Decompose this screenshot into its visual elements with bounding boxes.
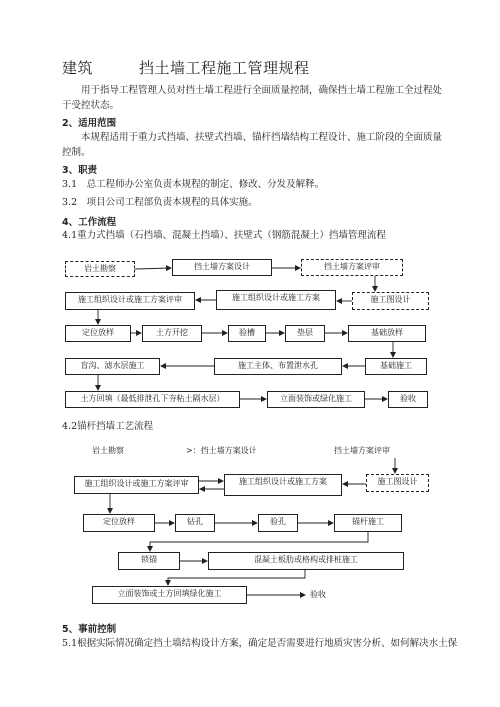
title-left: 建筑	[62, 59, 94, 77]
flow1-drain-box: 盲沟、滤水层施工	[65, 358, 160, 375]
flow2-slab-box: 混凝土板肋或格构或排桩施工	[208, 552, 404, 570]
flow1-cushion-box: 垫层	[285, 325, 325, 342]
flow2-setout-box: 定位放样	[83, 514, 155, 532]
flow1-setout-box: 定位放样	[65, 325, 131, 342]
flow1-org-review-box: 施工组织设计或施工方案评审	[65, 292, 195, 310]
section-3-heading: 3、职责	[62, 165, 98, 176]
flow1-excavate-box: 土方开挖	[142, 325, 202, 342]
flow1-arrow-survey-design	[135, 268, 171, 269]
flow2-arrow-anchor-lock	[150, 532, 368, 551]
flow1-drawing-box: 施工图设计	[352, 292, 429, 310]
flow1-body-box: 施工主体、布置泄水孔	[214, 358, 342, 375]
flow1-design-box: 挡土墙方案设计	[172, 259, 272, 276]
section-5-body: 5.1根据实际情况确定挡土墙结构设计方案，确定是否需要进行地质灾害分析、如何解决水土保	[62, 638, 458, 649]
section-2-heading: 2、适用范围	[62, 118, 117, 129]
section-3-item-2: 3.2 项目公司工程部负责本规程的具体实施。	[62, 197, 258, 208]
flow2-org-plan-box: 施工组织设计或施工方案	[224, 474, 342, 496]
flow2-facade-box: 立面装饰或土方回填绿化施工	[92, 586, 247, 604]
section-2-body: 本规程适用于重力式挡墙、扶壁式挡墙、锚杆挡墙结构工程设计、施工阶段的全面质量控制。	[62, 132, 443, 158]
flow1-org-plan-box: 施工组织设计或施工方案	[216, 290, 336, 310]
flow1-foundation-box: 基础施工	[365, 358, 427, 375]
flow1-accept-box: 验收	[388, 391, 428, 408]
flow2-survey-label: 岩土勘察	[92, 446, 124, 455]
flow1-survey-box: 岩土勘察	[65, 261, 135, 277]
flow1-facade-box: 立面装饰或绿化施工	[267, 391, 365, 408]
flow2-lock-box: 锁锚	[118, 552, 180, 570]
flow1-trench-box: 验槽	[228, 325, 266, 342]
flow1-review-box: 挡土墙方案评审	[301, 259, 403, 276]
flow1-backfill-box: 土方回填（最低排泄孔下夯粘土隔水层）	[65, 391, 240, 408]
flow2-drawing-box: 施工图设计	[366, 474, 429, 492]
section-4-heading: 4、工作流程	[62, 217, 117, 228]
section-3-item-1: 3.1 总工程师办公室负责本规程的制定、修改、分发及解释。	[62, 179, 325, 190]
flow2-review-label: 挡土墙方案评审	[334, 446, 390, 455]
intro-paragraph: 用于指导工程管理人员对挡土墙工程进行全面质量控制，确保挡土墙工程施工全过程处于受控状态。	[62, 85, 443, 111]
flow2-drill-box: 钻孔	[175, 514, 215, 532]
title-right: 挡土墙工程施工管理规程	[139, 59, 310, 77]
section-4-2-caption: 4.2锚杆挡墙工艺流程	[62, 421, 154, 432]
flow2-hole-check-box: 验孔	[258, 514, 298, 532]
section-4-1-caption: 4.1重力式挡墙（石挡墙、混凝土挡墙）、扶壁式（钢筋混凝土）挡墙管理流程	[62, 230, 386, 241]
flow2-arrow-slab-facade	[168, 570, 305, 585]
flow2-anchor-build-box: 锚杆施工	[334, 514, 402, 532]
flow2-org-review-box: 施工组织设计或施工方案评审	[74, 476, 199, 494]
flow1-foundation-setout-box: 基础放样	[348, 325, 426, 342]
flow2-accept-label: 验收	[310, 590, 326, 599]
flow2-design-label: >：挡土墙方案设计	[186, 446, 257, 455]
section-5-heading: 5、事前控制	[62, 624, 117, 635]
